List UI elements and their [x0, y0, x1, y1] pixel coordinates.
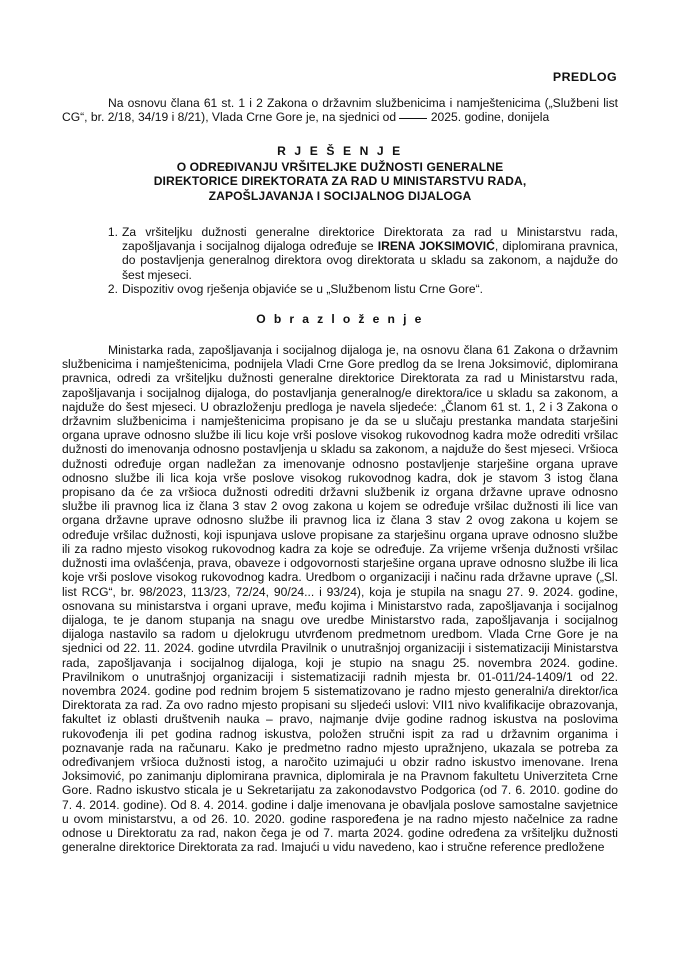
title-line-4: ZAPOŠLJAVANJA I SOCIJALNOG DIJALOGA	[208, 188, 472, 203]
intro-paragraph	[62, 96, 618, 124]
list-item	[102, 225, 618, 282]
intro-text-before-blank: Na osnovu člana 61 st. 1 i 2 Zakona o državnim službenicima i namještenicima („Službeni list CG“, br. 2/18, 34/19 i 8/21), Vlada Crne Gore je, na sjednici od	[62, 96, 618, 125]
obrazlozenje-paragraph: Ministarka rada, zapošljavanja i socijalnog dijaloga je, na osnovu člana 61 Zakona o državnim službenicima i namještenicima, podnijela Vladi Crne Gore predlog da se Irena Joksimović, diplomirana pravnica, odredi za vršiteljku dužnosti generalne direktorice Direktorata za rad u Ministarstvu rada, zapošljavanja i socijalnog dijaloga, do postavljanja generalnog/e direktora/ice u skladu sa zakonom, a najduže do šest mjeseci. U obrazloženju predloga je navela sljedeće: „Članom 61 st. 1, 2 i 3 Zakona o državnim službenicima i namještenicima propisano je da se u slučaju prestanka mandata starješini organa uprave odnosno službe ili licu koje vrši poslove visokog rukovodnog kadra može odrediti vršilac dužnosti do imenovanja odnosno postavljenja u skladu sa zakonom, a najduže do šest mjeseci. Vršioca dužnosti određuje organ nadležan za imenovanje odnosno postavljenje starješine organa uprave odnosno službe ili lica koja vrše poslove visokog rukovodnog kadra, dok je stavom 3 istog člana propisano da će za vršioca dužnosti odrediti državni službenik iz organa državne uprave odnosno službe ili pravnog lica iz člana 3 stav 2 ovog zakona u kojem se određuje vršilac dužnosti ili lice van organa državne uprave odnosno službe ili pravnog lica iz člana 3 stav 2 ovog zakona u kojem se određuje vršilac dužnosti, koji ispunjava uslove propisane za starješinu organa uprave odnosno službe ili za radno mjesto visokog rukovodnog kadra za koje se određuje. Za vrijeme vršenja dužnosti vršilac dužnosti ima ovlašćenja, prava, obaveze i odgovornosti starješine organa uprave odnosno službe ili lica koje vrši poslove visokog rukovodnog kadra. Uredbom o organizaciji i načinu rada državne uprave („Sl. list RCG“, br. 98/2023, 113/23, 72/24, 90/24... i 93/24), koja je stupila na snagu 27. 9. 2024. godine, osnovana su ministarstva i organi uprave, među kojima i Ministarstvo rada, zapošljavanja i socijalnog dijaloga, te je danom stupanja na snagu ove uredbe Ministarstvo rada, zapošljavanja i socijalnog dijaloga nastavilo sa radom u djelokrugu utvrđenom predmetnom uredbom. Vlada Crne Gore je na sjednici od 22. 11. 2024. godine utvrdila Pravilnik o unutrašnjoj organizaciji i sistematizaciji Ministarstva rada, zapošljavanja i socijalnog dijaloga, koji je stupio na snagu 25. novembra 2024. godine. Pravilnikom o unutrašnjoj organizaciji i sistematizaciji radnih mjesta br. 01-011/24-1409/1 od 22. novembra 2024. godine pod rednim brojem 5 sistematizovano je radno mjesto generalni/a direktor/ica Direktorata za rad. Za ovo radno mjesto propisani su sljedeći uslovi: VII1 nivo kvalifikacije obrazovanja, fakultet iz oblasti društvenih nauka – pravo, najmanje dvije godine radnog iskustva na poslovima rukovođenja ili pet godina radnog iskustva, položen stručni ispit za rad u državnim organima i poznavanje rada na računaru. Kako je predmetno radno mjesto upražnjeno, ukazala se potreba za određivanjem vršioca dužnosti istog, a naročito uzimajući u obzir radno iskustvo imenovane. Irena Joksimović, po zanimanju diplomirana pravnica, diplomirala je na Pravnom fakultetu Univerziteta Crne Gore. Radno iskustvo sticala je u Sekretarijatu za zakonodavstvo Podgorica (od 7. 6. 2010. godine do 7. 4. 2014. godine). Od 8. 4. 2014. godine i dalje imenovana je obavljala poslove samostalne savjetnice u ovom ministarstvu, a od 26. 10. 2020. godine raspoređena je na radno mjesto načelnice za radne odnose u Direktoratu za rad, nakon čega je od 7. marta 2024. godine određena za vršiteljku dužnosti generalne direktorice Direktorata za rad. Imajući u vidu navedeno, kao i stručne reference predložene	[62, 343, 618, 855]
intro-text-after-blank: 2025. godine, donijela	[427, 110, 550, 125]
title-line-3: DIREKTORICE DIREKTORATA ZA RAD U MINISTARSTVU RADA,	[153, 174, 527, 189]
predlog-label: PREDLOG	[552, 70, 617, 84]
resolution-title	[62, 144, 618, 203]
dispositiv-item2-text: Dispozitiv ovog rješenja objaviće se u „Službenom listu Crne Gore“.	[122, 281, 483, 296]
dispositiv-item1-part2: , diplomirana pravnica, do postavljenja generalnog direktora ovog direktorata u skladu sa zakonom, a najduže do šest mjeseci.	[122, 239, 618, 282]
title-line-2: O ODREĐIVANJU VRŠITELJKE DUŽNOSTI GENERALNE	[176, 159, 504, 174]
obrazlozenje-body	[62, 343, 618, 854]
dispositiv-item1-part1: Za vršiteljku dužnosti generalne direktorice Direktorata za rad u Ministarstvu rada, zapošljavanja i socijalnog dijaloga određuje se	[122, 225, 618, 254]
date-blank-field[interactable]	[399, 118, 427, 119]
document-header	[62, 68, 617, 86]
obrazlozenje-heading: O b r a z l o ž e n j e	[256, 312, 424, 327]
dispositiv-list	[62, 225, 618, 296]
title-line-rjesenje: R J E Š E N J E	[277, 144, 403, 159]
appointee-name: IRENA JOKSIMOVIĆ	[377, 239, 495, 254]
list-item	[102, 282, 618, 296]
document-content	[62, 96, 618, 854]
